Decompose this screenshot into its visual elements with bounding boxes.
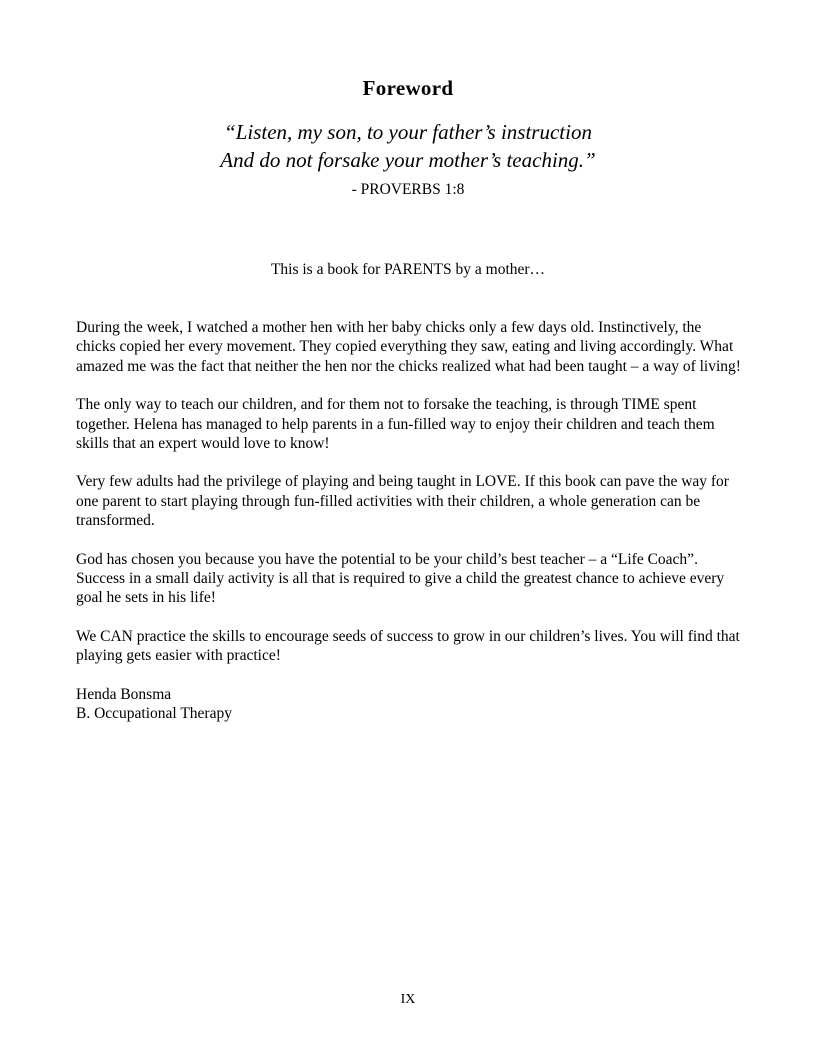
signature-block: [76, 685, 742, 724]
paragraph: During the week, I watched a mother hen with her baby chicks only a few days old. Instinctively, the chicks copied her every movement. They copied everything they saw, eating and living accordingly. What amazed me was the fact that neither the hen nor the chicks realized what had been taught – a way of living!: [76, 319, 741, 375]
signature-name: Henda Bonsma: [76, 685, 172, 703]
foreword-body: [76, 318, 742, 724]
page-title: Foreword: [362, 76, 454, 100]
paragraph: Very few adults had the privilege of playing and being taught in LOVE. If this book can pave the way for one parent to start playing through fun-filled activities with their children, a whole generation can be transformed.: [76, 473, 729, 530]
page-number: IX: [400, 992, 416, 1007]
paragraph: The only way to teach our children, and for them not to forsake the teaching, is through TIME spent together. Helena has managed to help parents in a fun-filled way to enjoy their children and teach them skills that an expert would love to know!: [76, 396, 715, 453]
epigraph-quote: [0, 118, 816, 174]
subtitle: This is a book for PARENTS by a mother…: [270, 261, 546, 278]
paragraph: We CAN practice the skills to encourage seeds of success to grow in our children’s lives. You will find that playing gets easier with practice!: [76, 627, 740, 665]
epigraph-line-2: And do not forsake your mother’s teaching.”: [220, 148, 596, 172]
signature-credential: B. Occupational Therapy: [76, 705, 232, 723]
epigraph-line-1: “Listen, my son, to your father’s instruction: [224, 120, 592, 144]
epigraph-source: - PROVERBS 1:8: [351, 181, 465, 198]
paragraph: God has chosen you because you have the potential to be your child’s best teacher – a “Life Coach”. Success in a small daily activity is all that is required to give a child the greatest chance to achieve every goal he sets in his life!: [76, 550, 725, 607]
